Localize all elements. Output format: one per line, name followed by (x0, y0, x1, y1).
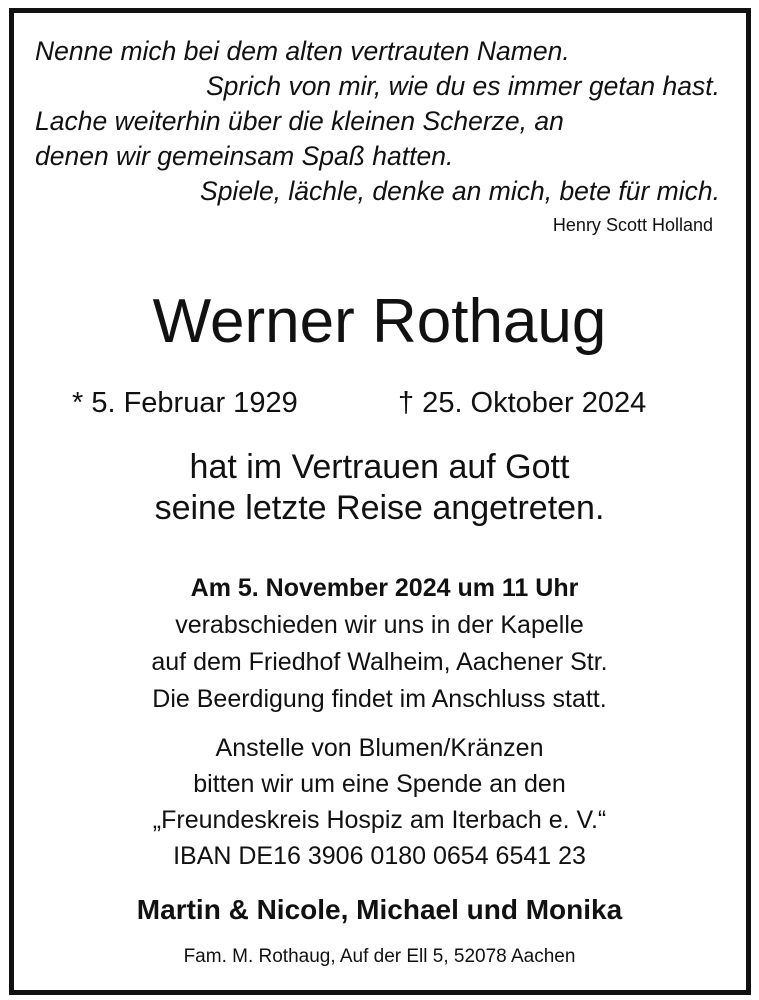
donation-line: Anstelle von Blumen/Kränzen (215, 734, 544, 762)
poem-line: Spiele, lächle, denke an mich, bete für mich. (200, 176, 720, 206)
ceremony-details (0, 570, 759, 718)
poem-line: denen wir gemeinsam Spaß hatten. (35, 141, 454, 171)
family-names: Martin & Nicole, Michael und Monika (136, 894, 623, 925)
ceremony-headline: Am 5. November 2024 um 11 Uhr (190, 574, 579, 602)
death-date: † 25. Oktober 2024 (398, 387, 647, 419)
poem (35, 34, 725, 209)
ceremony-line: verabschieden wir uns in der Kapelle (175, 611, 584, 639)
donation-iban: IBAN DE16 3906 0180 0654 6541 23 (173, 842, 586, 870)
birth-date: * 5. Februar 1929 (72, 387, 298, 419)
family-address: Fam. M. Rothaug, Auf der Ell 5, 52078 Aachen (183, 946, 576, 967)
deceased-name: Werner Rothaug (152, 287, 607, 356)
poem-author: Henry Scott Holland (552, 215, 713, 235)
donation-line: „Freundeskreis Hospiz am Iterbach e. V.“ (152, 806, 607, 834)
statement (0, 447, 759, 529)
ceremony-line: Die Beerdigung findet im Anschluss statt. (152, 685, 607, 713)
statement-line: hat im Vertrauen auf Gott (189, 448, 570, 486)
donation-line: bitten wir um eine Spende an den (193, 770, 566, 798)
ceremony-line: auf dem Friedhof Walheim, Aachener Str. (151, 648, 608, 676)
poem-line: Nenne mich bei dem alten vertrauten Namen. (35, 36, 570, 66)
poem-line: Sprich von mir, wie du es immer getan hast. (205, 71, 720, 101)
poem-line: Lache weiterhin über die kleinen Scherze, an (35, 106, 564, 136)
statement-line: seine letzte Reise angetreten. (154, 489, 605, 527)
donation-request (0, 730, 759, 874)
